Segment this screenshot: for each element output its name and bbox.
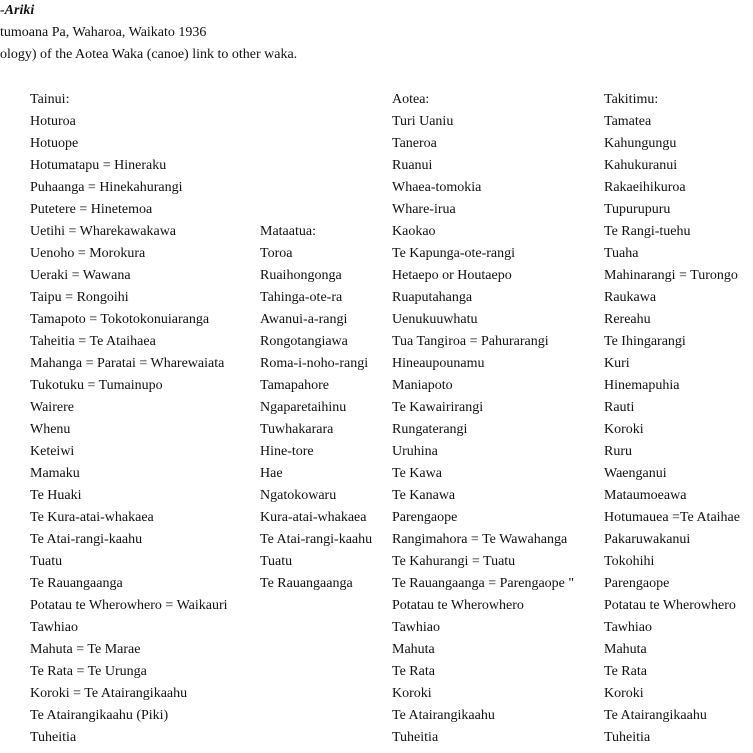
spacer bbox=[260, 89, 372, 111]
lineage-entry: Ruru bbox=[604, 444, 632, 459]
lineage-entry: Te Atai-rangi-kaahu bbox=[260, 532, 373, 547]
lineage-entry: Mahuta bbox=[392, 642, 435, 657]
lineage-entry: Koroki bbox=[604, 686, 644, 701]
description-subtitle: ology) of the Aotea Waka (canoe) link to other waka. bbox=[0, 47, 298, 62]
lineage-entry: Uenoho = Morokura bbox=[30, 246, 146, 261]
lineage-entry: Maniapoto bbox=[392, 378, 453, 393]
lineage-entry: Rangimahora = Te Wawahanga bbox=[392, 532, 568, 547]
lineage-entry: Mahinarangi = Turongo bbox=[604, 268, 738, 283]
lineage-entry: Koroki = Te Atairangikaahu bbox=[30, 686, 188, 701]
lineage-entry: Uruhina bbox=[392, 444, 438, 459]
lineage-entry: Mahuta = Te Marae bbox=[30, 642, 141, 657]
lineage-entry: Hoturoa bbox=[30, 114, 76, 129]
lineage-entry: Tamapahore bbox=[260, 378, 329, 393]
lineage-entry: Roma-i-noho-rangi bbox=[260, 356, 369, 371]
lineage-entry: Kura-atai-whakaea bbox=[260, 510, 367, 525]
lineage-entry: Kuri bbox=[604, 356, 630, 371]
lineage-entry: Awanui-a-rangi bbox=[260, 312, 348, 327]
lineage-entry: Rungaterangi bbox=[392, 422, 468, 437]
lineage-entry: Potatau te Wherowhero bbox=[392, 598, 524, 613]
lineage-entry: Koroki bbox=[392, 686, 432, 701]
lineage-entry: Mahanga = Paratai = Wharewaiata bbox=[30, 356, 225, 371]
lineage-entry: Tahinga-ote-ra bbox=[260, 290, 343, 305]
lineage-entry: Tuaha bbox=[604, 246, 639, 261]
lineage-entry: Tua Tangiroa = Pahurarangi bbox=[392, 334, 549, 349]
column-heading: Aotea: bbox=[392, 92, 430, 107]
lineage-entry: Ueraki = Wawana bbox=[30, 268, 131, 283]
takitimu-column bbox=[604, 89, 740, 749]
lineage-entry: Mataumoeawa bbox=[604, 488, 687, 503]
column-heading: Takitimu: bbox=[604, 92, 659, 107]
lineage-entry: Te Rangi-tuehu bbox=[604, 224, 691, 239]
lineage-entry: Ruanui bbox=[392, 158, 433, 173]
lineage-entry: Te Ihingarangi bbox=[604, 334, 686, 349]
lineage-entry: Ngaparetaihinu bbox=[260, 400, 347, 415]
lineage-entry: Te Rauangaanga = Parengaope " bbox=[392, 576, 575, 591]
column-heading: Tainui: bbox=[30, 92, 70, 107]
lineage-entry: Whenu bbox=[30, 422, 71, 437]
lineage-entry: Mahuta bbox=[604, 642, 647, 657]
lineage-entry: Potatau te Wherowhero = Waikauri bbox=[30, 598, 228, 613]
lineage-entry: Rongotangiawa bbox=[260, 334, 348, 349]
lineage-entry: Hine-tore bbox=[260, 444, 314, 459]
lineage-entry: Taneroa bbox=[392, 136, 437, 151]
spacer bbox=[260, 177, 372, 199]
lineage-entry: Kahukuranui bbox=[604, 158, 678, 173]
lineage-entry: Te Rauangaanga bbox=[30, 576, 123, 591]
lineage-entry: Parengaope bbox=[392, 510, 458, 525]
lineage-entry: Te Rata bbox=[604, 664, 647, 679]
lineage-entry: Te Kahurangi = Tuatu bbox=[392, 554, 516, 569]
tainui-column bbox=[30, 89, 228, 749]
lineage-entry: Tawhiao bbox=[392, 620, 441, 635]
page-title: -Ariki bbox=[0, 3, 35, 18]
lineage-entry: Turi Uaniu bbox=[392, 114, 454, 129]
lineage-entry: Tuheitia bbox=[604, 730, 651, 745]
lineage-entry: Whaea-tomokia bbox=[392, 180, 482, 195]
lineage-entry: Taheitia = Te Ataihaea bbox=[30, 334, 156, 349]
location-subtitle: tumoana Pa, Waharoa, Waikato 1936 bbox=[0, 25, 207, 40]
lineage-entry: Te Kura-atai-whakaea bbox=[30, 510, 154, 525]
lineage-entry: Hinemapuhia bbox=[604, 378, 680, 393]
column-heading: Mataatua: bbox=[260, 224, 316, 239]
spacer bbox=[260, 133, 372, 155]
aotea-column bbox=[392, 89, 574, 749]
lineage-entry: Koroki bbox=[604, 422, 644, 437]
lineage-entry: Te Kawairirangi bbox=[392, 400, 484, 415]
lineage-entry: Uenukuuwhatu bbox=[392, 312, 478, 327]
lineage-entry: Tuatu bbox=[30, 554, 63, 569]
lineage-entry: Te Atairangikaahu bbox=[392, 708, 495, 723]
lineage-entry: Ngatokowaru bbox=[260, 488, 337, 503]
lineage-entry: Potatau te Wherowhero bbox=[604, 598, 736, 613]
lineage-entry: Raukawa bbox=[604, 290, 657, 305]
lineage-entry: Ruaihongonga bbox=[260, 268, 342, 283]
lineage-entry: Te Rata bbox=[392, 664, 435, 679]
lineage-entry: Whare-irua bbox=[392, 202, 456, 217]
lineage-entry: Te Kanawa bbox=[392, 488, 456, 503]
lineage-entry: Tuatu bbox=[260, 554, 293, 569]
lineage-entry: Uetihi = Wharekawakawa bbox=[30, 224, 177, 239]
spacer bbox=[260, 155, 372, 177]
mataatua-column bbox=[260, 89, 372, 595]
lineage-entry: Tuwhakarara bbox=[260, 422, 334, 437]
lineage-entry: Hae bbox=[260, 466, 283, 481]
lineage-entry: Te Rata = Te Urunga bbox=[30, 664, 147, 679]
lineage-entry: Te Atairangikaahu (Piki) bbox=[30, 708, 169, 723]
lineage-entry: Tuheitia bbox=[30, 730, 77, 745]
lineage-entry: Waenganui bbox=[604, 466, 667, 481]
lineage-entry: Te Kawa bbox=[392, 466, 442, 481]
lineage-entry: Rereahu bbox=[604, 312, 651, 327]
lineage-entry: Te Atai-rangi-kaahu bbox=[30, 532, 143, 547]
lineage-entry: Taipu = Rongoihi bbox=[30, 290, 129, 305]
spacer bbox=[260, 111, 372, 133]
lineage-entry: Te Rauangaanga bbox=[260, 576, 353, 591]
lineage-entry: Hotumauea =Te Ataihae bbox=[604, 510, 740, 525]
spacer bbox=[260, 199, 372, 221]
lineage-entry: Hotumatapu = Hineraku bbox=[30, 158, 167, 173]
lineage-entry: Tawhiao bbox=[604, 620, 653, 635]
lineage-entry: Puhaanga = Hinekahurangi bbox=[30, 180, 183, 195]
lineage-entry: Toroa bbox=[260, 246, 293, 261]
lineage-entry: Hineaupounamu bbox=[392, 356, 485, 371]
lineage-entry: Pakaruwakanui bbox=[604, 532, 691, 547]
lineage-entry: Hotuope bbox=[30, 136, 79, 151]
lineage-entry: Tokohihi bbox=[604, 554, 655, 569]
lineage-entry: Te Huaki bbox=[30, 488, 82, 503]
lineage-entry: Kaokao bbox=[392, 224, 436, 239]
lineage-entry: Hetaepo or Houtaepo bbox=[392, 268, 512, 283]
lineage-entry: Putetere = Hinetemoa bbox=[30, 202, 153, 217]
lineage-entry: Tamapoto = Tokotokonuiaranga bbox=[30, 312, 210, 327]
lineage-entry: Wairere bbox=[30, 400, 74, 415]
lineage-entry: Te Kapunga-ote-rangi bbox=[392, 246, 516, 261]
lineage-entry: Keteiwi bbox=[30, 444, 75, 459]
lineage-entry: Tupurupuru bbox=[604, 202, 671, 217]
lineage-entry: Ruaputahanga bbox=[392, 290, 473, 305]
lineage-entry: Tawhiao bbox=[30, 620, 79, 635]
lineage-entry: Kahungungu bbox=[604, 136, 677, 151]
lineage-entry: Parengaope bbox=[604, 576, 670, 591]
lineage-entry: Mamaku bbox=[30, 466, 80, 481]
lineage-entry: Tuheitia bbox=[392, 730, 439, 745]
lineage-entry: Rauti bbox=[604, 400, 635, 415]
lineage-entry: Te Atairangikaahu bbox=[604, 708, 707, 723]
lineage-entry: Tamatea bbox=[604, 114, 652, 129]
lineage-entry: Tukotuku = Tumainupo bbox=[30, 378, 163, 393]
lineage-entry: Rakaeihikuroa bbox=[604, 180, 686, 195]
